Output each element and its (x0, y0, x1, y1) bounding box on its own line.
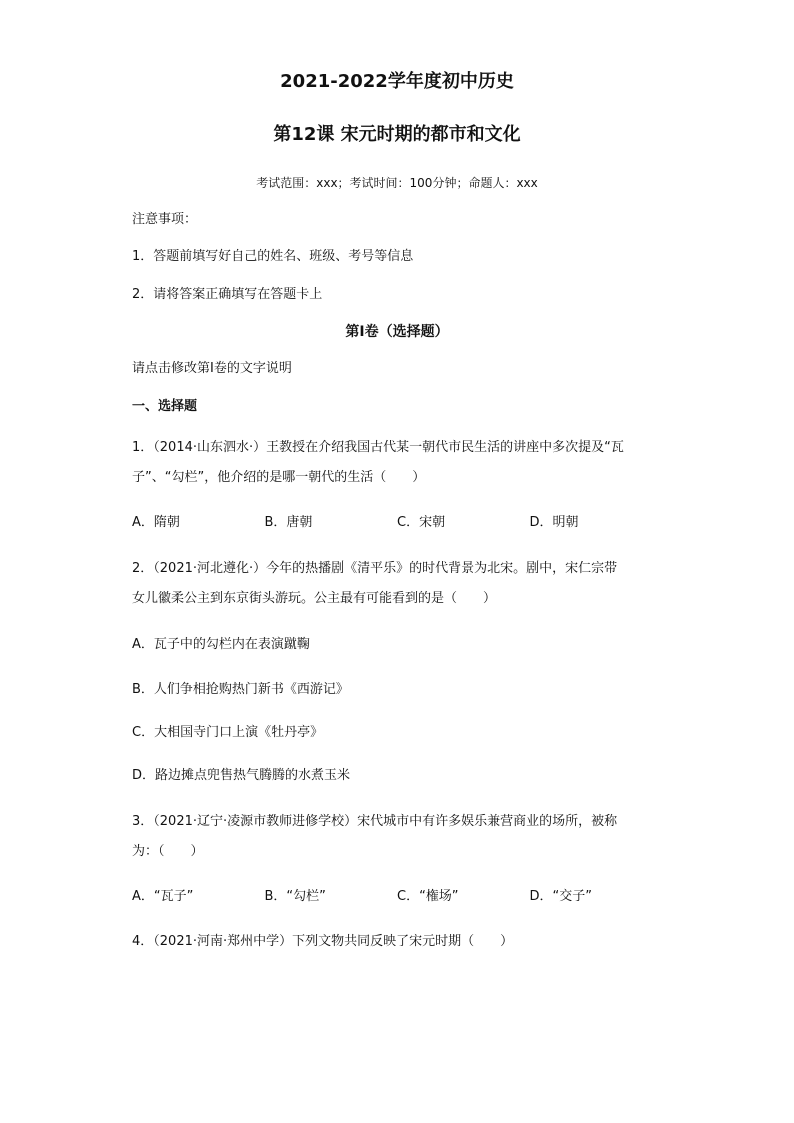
question-2-text: 2．（2021·河北遵化·）今年的热播剧《清平乐》的时代背景为北宋。剧中，宋仁宗带 (132, 561, 618, 576)
option-a[interactable]: A．“瓦子” (132, 889, 194, 904)
option-a[interactable]: A．隋朝 (132, 515, 180, 530)
option-d[interactable]: D．明朝 (529, 515, 579, 530)
option-a[interactable]: A．瓦子中的勾栏内在表演蹴鞠 (132, 637, 310, 652)
question-4-text: 4．（2021·河南·郑州中学）下列文物共同反映了宋元时期（ ） (132, 934, 514, 949)
question-1-text-cont: 子”、“勾栏”，他介绍的是哪一朝代的生活（ ） (132, 470, 426, 485)
option-c[interactable]: C．“権场” (397, 889, 459, 904)
option-c[interactable]: C．大相国寺门口上演《牡丹亭》 (132, 725, 324, 740)
notice-item: 1．答题前填写好自己的姓名、班级、考号等信息 (132, 249, 414, 264)
question-3-options (132, 887, 662, 907)
section-title: 第I卷（选择题） (345, 324, 449, 340)
question-3-text-cont: 为：（ ） (132, 844, 204, 859)
part-heading: 一、选择题 (132, 399, 198, 414)
question-2-text-cont: 女儿徽柔公主到东京街头游玩。公主最有可能看到的是（ ） (132, 591, 497, 606)
option-c[interactable]: C．宋朝 (397, 515, 446, 530)
option-b[interactable]: B．“勾栏” (264, 889, 326, 904)
exam-meta: 考试范围：xxx；考试时间：100分钟；命题人：xxx (256, 176, 538, 190)
notice-item: 2．请将答案正确填写在答题卡上 (132, 287, 323, 302)
lesson-title: 第12课 宋元时期的都市和文化 (273, 124, 521, 145)
question-1-options (132, 513, 662, 533)
option-b[interactable]: B．唐朝 (264, 515, 313, 530)
option-b[interactable]: B．人们争相抢购热门新书《西游记》 (132, 682, 349, 697)
document-title: 2021-2022学年度初中历史 (280, 71, 514, 92)
question-1-text: 1．（2014·山东泗水·）王教授在介绍我国古代某一朝代市民生活的讲座中多次提及“瓦 (132, 440, 624, 455)
notice-label: 注意事项： (132, 212, 198, 227)
option-d[interactable]: D．路边摊点兜售热气腾腾的水煮玉米 (132, 768, 351, 783)
section-description: 请点击修改第I卷的文字说明 (132, 361, 292, 376)
option-d[interactable]: D．“交子” (529, 889, 592, 904)
question-3-text: 3．（2021·辽宁·凌源市教师进修学校）宋代城市中有许多娱乐兼营商业的场所，被称 (132, 814, 618, 829)
